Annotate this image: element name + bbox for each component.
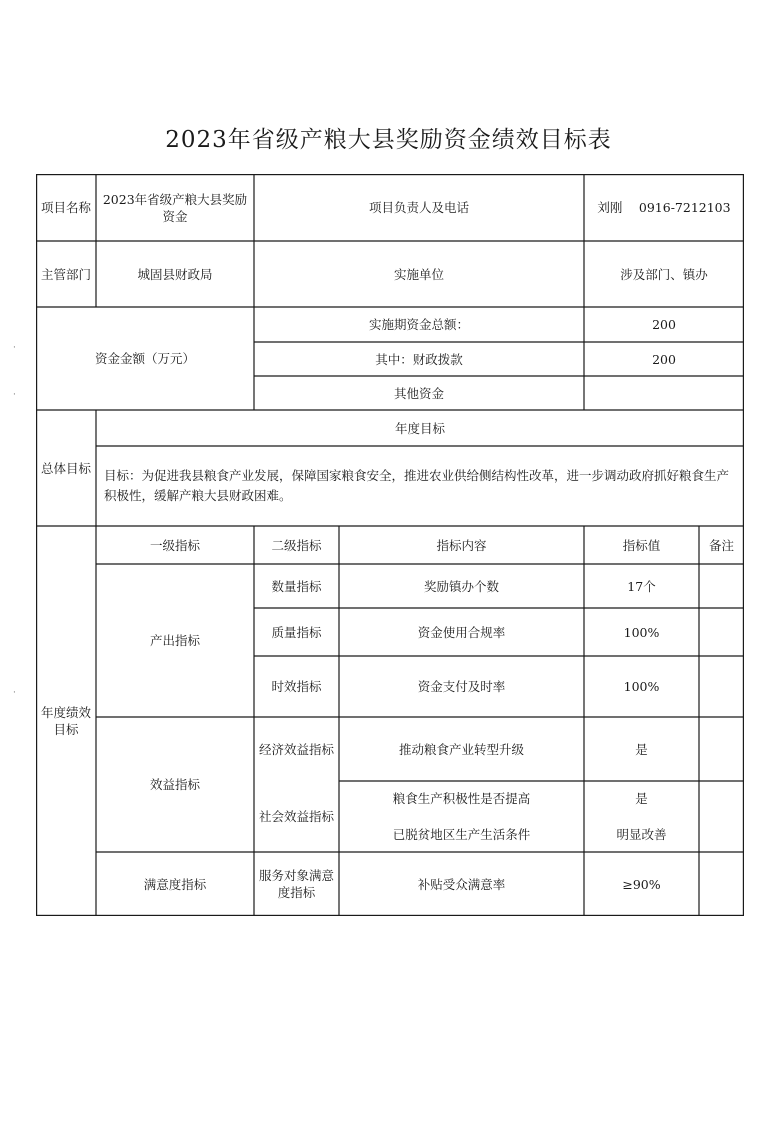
overall-target-label: 总体目标 — [40, 460, 91, 476]
funds-other-value — [584, 376, 744, 410]
level2-satisfaction: 服务对象满意度指标 — [258, 868, 334, 900]
scan-mark: · — [13, 343, 16, 353]
header-value: 指标值 — [622, 537, 661, 553]
annual-target-header: 年度目标 — [394, 420, 445, 436]
header-content: 指标内容 — [436, 537, 487, 553]
value-timeliness: 100% — [623, 679, 660, 694]
value-economic: 是 — [635, 741, 648, 757]
content-satisfaction: 补贴受众满意率 — [417, 876, 506, 892]
funds-fiscal-value: 200 — [652, 351, 676, 367]
level2-economic: 经济效益指标 — [258, 741, 334, 757]
level2-quantity: 数量指标 — [271, 578, 322, 594]
project-contact-label: 项目负责人及电话 — [368, 200, 469, 215]
level2-social: 社会效益指标 — [258, 809, 334, 824]
annual-performance-label: 年度绩效目标 — [40, 705, 91, 737]
value-quantity: 17个 — [627, 578, 656, 594]
scan-mark: · — [13, 688, 16, 698]
value-social-2: 明显改善 — [616, 826, 667, 842]
funds-label: 资金金额（万元） — [94, 351, 195, 366]
content-timeliness: 资金支付及时率 — [417, 679, 506, 694]
value-satisfaction: ≥90% — [622, 876, 661, 892]
funds-total-value: 200 — [652, 317, 676, 332]
level2-timeliness: 时效指标 — [271, 679, 322, 694]
level1-satisfaction: 满意度指标 — [143, 876, 207, 892]
value-quality: 100% — [623, 624, 660, 640]
header-level1: 一级指标 — [149, 537, 200, 553]
header-level2: 二级指标 — [271, 537, 322, 553]
funds-fiscal-label: 其中：财政拨款 — [375, 351, 463, 367]
impl-unit-value: 涉及部门、镇办 — [620, 266, 708, 282]
scan-mark: · — [13, 390, 16, 400]
funds-total-label: 实施期资金总额： — [368, 317, 469, 332]
content-social-1: 粮食生产积极性是否提高 — [392, 791, 531, 806]
value-social-1: 是 — [635, 791, 648, 806]
dept-label: 主管部门 — [40, 266, 91, 282]
content-quantity: 奖励镇办个数 — [423, 578, 499, 594]
impl-unit-label: 实施单位 — [393, 266, 444, 282]
level1-benefit: 效益指标 — [149, 777, 200, 792]
content-economic: 推动粮食产业转型升级 — [398, 741, 524, 757]
dept-value: 城固县财政局 — [137, 266, 213, 282]
page-title: 2023年省级产粮大县奖励资金绩效目标表 — [165, 127, 612, 153]
project-name-value: 2023年省级产粮大县奖励资金 — [102, 191, 248, 224]
project-contact-value: 刘刚 0916-7212103 — [597, 200, 731, 215]
project-name-label: 项目名称 — [40, 200, 91, 215]
funds-other-label: 其他资金 — [393, 385, 444, 401]
header-note: 备注 — [708, 537, 734, 553]
overall-target-text: 目标：为促进我县粮食产业发展，保障国家粮食安全，推进农业供给侧结构性改革，进一步调动政府抓好粮食生产积极性，缓解产粮大县财政困难。 — [104, 468, 730, 503]
level2-quality: 质量指标 — [271, 624, 322, 640]
level1-output: 产出指标 — [149, 633, 200, 648]
content-quality: 资金使用合规率 — [417, 624, 506, 640]
performance-target-table — [36, 174, 744, 916]
content-social-2: 已脱贫地区生产生活条件 — [392, 826, 531, 842]
